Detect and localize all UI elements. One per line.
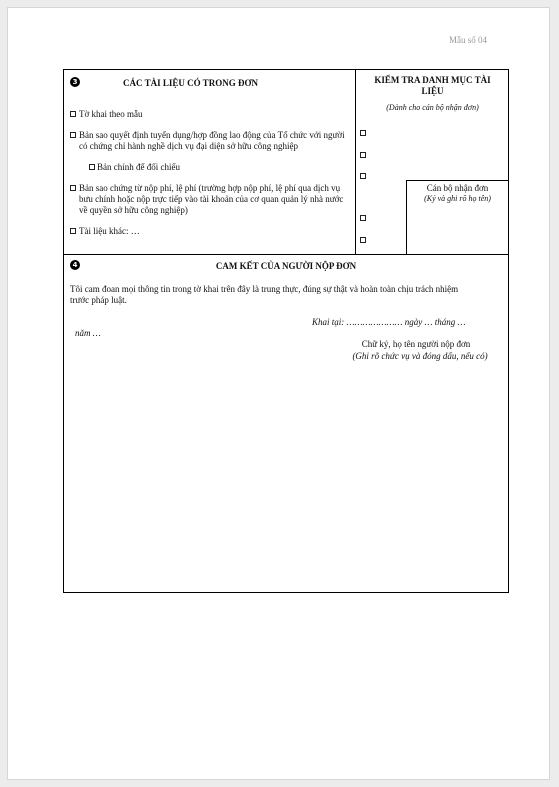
form-table [63, 69, 509, 593]
section-divider [64, 254, 508, 255]
item-employment-contract: Bản sao quyết định tuyển dụng/hợp đồng lao động của Tổ chức với người có chứng chỉ hành nghề dịch vụ đại diện sở hữu công nghiệp [79, 130, 345, 151]
checkbox-fee-receipt[interactable] [70, 185, 76, 191]
place-date-line: Khai tại: ………………… ngày … tháng … [312, 317, 466, 327]
section3-title: CÁC TÀI LIỆU CÓ TRONG ĐƠN [123, 78, 258, 88]
check-column-title-line1: KIỂM TRA DANH MỤC TÀI [374, 75, 491, 85]
officer-label: Cán bộ nhận đơn [426, 183, 489, 193]
checkbox-declaration[interactable] [70, 111, 76, 117]
check-column-title-line2: LIỆU [421, 86, 444, 96]
section4-title: CAM KẾT CỦA NGƯỜI NỘP ĐƠN [215, 261, 357, 271]
item-fee-receipt: Bản sao chứng từ nộp phí, lệ phí (trường hợp nộp phí, lệ phí qua dịch vụ bưu chính hoặc nộp trực tiếp vào tài khoản của cơ quan quản lý nhà nước về quyền sở hữu công nghiệp) [79, 183, 344, 215]
checkbox-other-documents[interactable] [70, 228, 76, 234]
officer-note: (Ký và ghi rõ họ tên) [424, 194, 491, 203]
form-number: Mẫu số 04 [449, 35, 487, 45]
officer-checkbox-3[interactable] [360, 173, 366, 179]
section4-number-badge: 4 [70, 260, 80, 270]
checkbox-employment-contract[interactable] [70, 132, 76, 138]
check-column-subtitle: (Dành cho cán bộ nhận đơn) [386, 103, 479, 112]
statement-line1: Tôi cam đoan mọi thông tin trong tờ khai trên đây là trung thực, đúng sự thật và hoàn toàn chịu trách nhiệm [70, 284, 459, 294]
section3-number-badge: 3 [70, 77, 80, 87]
officer-checkbox-1[interactable] [360, 130, 366, 136]
officer-checkbox-5[interactable] [360, 237, 366, 243]
item-declaration: Tờ khai theo mẫu [79, 109, 143, 119]
statement-line2: trước pháp luật. [70, 295, 127, 305]
signature-note: (Ghi rõ chức vụ và đóng dấu, nếu có) [352, 351, 488, 361]
item-other-documents: Tài liệu khác: … [79, 226, 140, 236]
signature-label: Chữ ký, họ tên người nộp đơn [361, 339, 471, 349]
year-line: năm … [75, 328, 101, 338]
column-divider [355, 70, 356, 254]
officer-checkbox-2[interactable] [360, 152, 366, 158]
item-original-copy: Bản chính để đối chiếu [97, 162, 180, 172]
officer-checkbox-4[interactable] [360, 215, 366, 221]
checkbox-original-copy[interactable] [89, 164, 95, 170]
